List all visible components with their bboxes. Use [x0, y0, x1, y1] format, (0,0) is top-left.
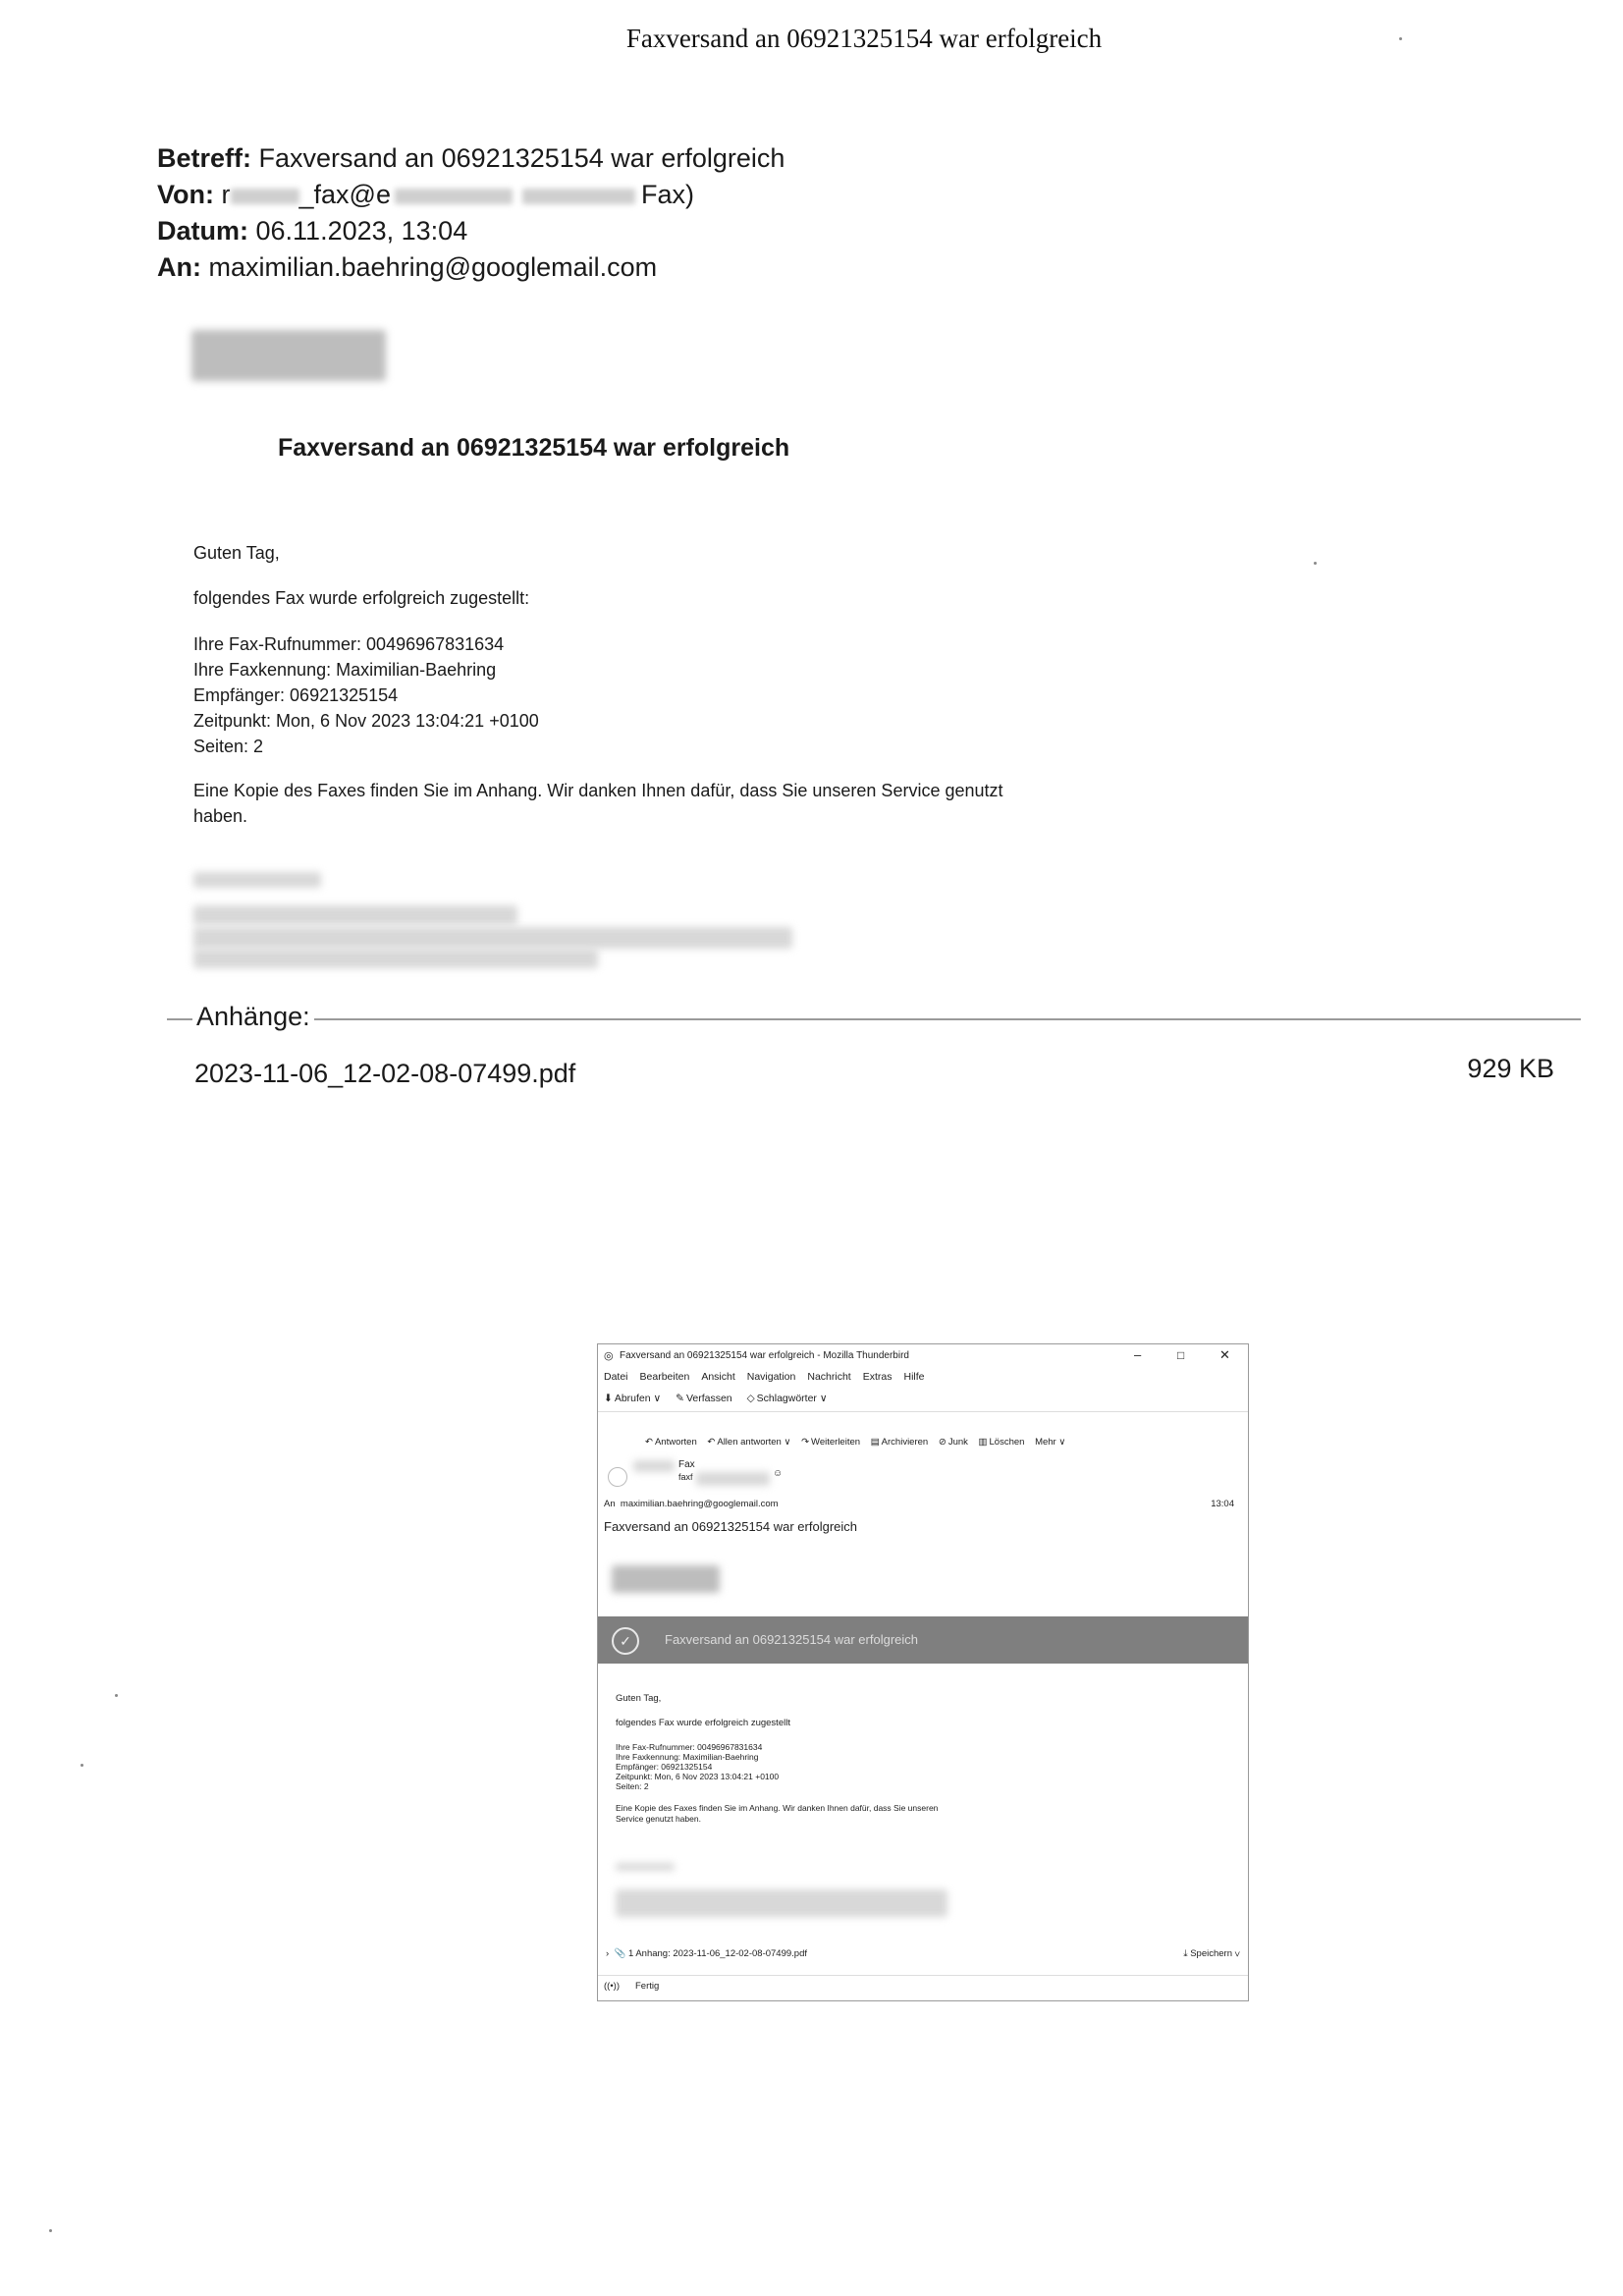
minimize-icon[interactable]: – — [1134, 1347, 1142, 1362]
date-line — [157, 213, 467, 249]
reply-all-button[interactable]: ↶ Allen antworten ∨ — [707, 1437, 791, 1448]
to-row — [604, 1499, 779, 1509]
sender-address: faxf — [678, 1472, 693, 1482]
to-label: An — [604, 1499, 616, 1509]
detail-fax-number: Ihre Fax-Rufnummer: 00496967831634 — [616, 1742, 763, 1752]
menu-nachricht[interactable]: Nachricht — [807, 1371, 851, 1383]
message-actions — [645, 1433, 1248, 1454]
get-mail-button[interactable]: ⬇ Abrufen ∨ — [604, 1393, 662, 1404]
menu-navigation[interactable]: Navigation — [746, 1371, 796, 1383]
mail-intro: folgendes Fax wurde erfolgreich zugestellt: — [193, 588, 530, 608]
redaction — [231, 189, 299, 204]
forward-icon: ↷ — [801, 1437, 810, 1448]
scan-speck — [81, 1764, 83, 1767]
delete-button[interactable]: ▥ Löschen — [978, 1437, 1025, 1448]
tags-button[interactable]: ◇ Schlagwörter ∨ — [746, 1393, 828, 1404]
scan-speck — [49, 2229, 52, 2232]
close-icon[interactable]: ✕ — [1219, 1347, 1230, 1362]
tag-icon: ◇ — [746, 1393, 755, 1404]
scan-speck — [1399, 37, 1402, 40]
mail-greeting: Guten Tag, — [193, 543, 280, 563]
sender-avatar — [608, 1467, 627, 1487]
mail-title: Faxversand an 06921325154 war erfolgreich — [278, 434, 790, 462]
signature-blurred — [193, 905, 517, 925]
redaction — [522, 189, 635, 204]
detail-pages: Seiten: 2 — [193, 737, 264, 756]
contact-icon[interactable]: ☺ — [773, 1468, 784, 1479]
maximize-icon[interactable]: □ — [1177, 1348, 1185, 1362]
detail-fax-number: Ihre Fax-Rufnummer: 00496967831634 — [193, 634, 505, 654]
reply-all-icon: ↶ — [707, 1437, 716, 1448]
closing-line-1: Eine Kopie des Faxes finden Sie im Anhang. Wir danken Ihnen dafür, dass Sie unseren — [616, 1803, 939, 1813]
redaction — [395, 189, 513, 204]
activity-icon: ((•)) — [604, 1981, 620, 1992]
signature-blurred — [193, 949, 598, 968]
banner-text: Faxversand an 06921325154 war erfolgreich — [665, 1632, 919, 1647]
attachments-label: Anhänge: — [192, 1002, 314, 1032]
detail-recipient: Empfänger: 06921325154 — [193, 685, 399, 705]
message-time: 13:04 — [1211, 1499, 1234, 1509]
status-bar — [598, 1975, 1248, 1997]
detail-fax-id: Ihre Faxkennung: Maximilian-Baehring — [193, 660, 497, 680]
to-label: An: — [157, 252, 201, 282]
detail-fax-id: Ihre Faxkennung: Maximilian-Baehring — [616, 1752, 759, 1762]
scan-speck — [115, 1694, 118, 1697]
signature-blurred — [193, 872, 321, 888]
signature-blurred — [193, 927, 792, 949]
save-attachment-button[interactable]: ⤓ Speichern ∨ — [1183, 1948, 1240, 1959]
screenshot-mail-body — [616, 1693, 938, 1825]
intro: folgendes Fax wurde erfolgreich zugestellt — [616, 1718, 790, 1728]
thunderbird-screenshot — [597, 1343, 1249, 2001]
closing-line-2: haben. — [193, 806, 248, 826]
date-value: 06.11.2023, 13:04 — [255, 216, 468, 246]
to-line — [157, 249, 657, 286]
from-label: Von: — [157, 180, 214, 209]
sender-logo-blurred — [191, 330, 386, 381]
menu-hilfe[interactable]: Hilfe — [903, 1371, 925, 1383]
more-button[interactable]: Mehr ∨ — [1035, 1437, 1066, 1448]
subject-label: Betreff: — [157, 143, 252, 173]
attachments-divider — [167, 1018, 1581, 1020]
signature-blurred — [616, 1863, 675, 1871]
menu-extras[interactable]: Extras — [862, 1371, 893, 1383]
menu-ansicht[interactable]: Ansicht — [701, 1371, 735, 1383]
detail-timestamp: Zeitpunkt: Mon, 6 Nov 2023 13:04:21 +0100 — [193, 711, 539, 731]
subject-value: Faxversand an 06921325154 war erfolgreich — [258, 143, 785, 173]
signature-blurred — [616, 1889, 947, 1917]
reply-button[interactable]: ↶ Antworten — [645, 1437, 697, 1448]
sender-name: Fax — [678, 1459, 695, 1470]
attachment-size: 929 KB — [1467, 1054, 1554, 1083]
pencil-icon: ✎ — [676, 1393, 684, 1404]
junk-icon: ⊘ — [938, 1437, 947, 1448]
from-value-part3: Fax) — [640, 180, 694, 209]
menu-datei[interactable]: Datei — [604, 1371, 628, 1383]
mail-details — [193, 631, 539, 759]
write-button[interactable]: ✎ Verfassen — [676, 1393, 732, 1404]
closing-line-1: Eine Kopie des Faxes finden Sie im Anhang. Wir danken Ihnen dafür, dass Sie unseren Service genutzt — [193, 781, 1003, 800]
paperclip-icon: 📎 — [614, 1948, 626, 1959]
redaction — [696, 1472, 770, 1486]
greeting: Guten Tag, — [616, 1693, 662, 1704]
scan-speck — [1314, 562, 1317, 565]
date-label: Datum: — [157, 216, 248, 246]
from-line — [157, 177, 694, 213]
trash-icon: ▥ — [978, 1437, 988, 1448]
from-value-part2: _fax@e — [298, 180, 391, 209]
page-title: Faxversand an 06921325154 war erfolgreich — [625, 24, 1103, 53]
reply-icon: ↶ — [645, 1437, 653, 1448]
junk-button[interactable]: ⊘ Junk — [938, 1437, 968, 1448]
subject-line — [157, 140, 784, 177]
to-value: maximilian.baehring@googlemail.com — [208, 252, 658, 282]
attachment-row[interactable] — [606, 1948, 807, 1959]
mail-closing — [193, 778, 1003, 829]
download-icon: ⤓ — [1183, 1948, 1188, 1959]
status-text: Fertig — [635, 1981, 660, 1992]
expand-chevron-icon[interactable]: › — [606, 1948, 610, 1959]
archive-icon: ▤ — [870, 1437, 880, 1448]
closing-line-2: Service genutzt haben. — [616, 1814, 701, 1824]
forward-button[interactable]: ↷ Weiterleiten — [801, 1437, 861, 1448]
main-toolbar — [598, 1388, 1248, 1412]
detail-timestamp: Zeitpunkt: Mon, 6 Nov 2023 13:04:21 +0100 — [616, 1772, 780, 1781]
from-value-part1: r — [221, 180, 231, 209]
attachment-info[interactable]: 1 Anhang: 2023-11-06_12-02-08-07499.pdf — [627, 1948, 807, 1959]
checkmark-icon: ✓ — [612, 1627, 639, 1655]
detail-recipient: Empfänger: 06921325154 — [616, 1762, 713, 1772]
window-title: Faxversand an 06921325154 war erfolgreich - Mozilla Thunderbird — [620, 1350, 909, 1361]
download-icon: ⬇ — [604, 1393, 613, 1404]
menu-bearbeiten[interactable]: Bearbeiten — [639, 1371, 690, 1383]
menubar — [598, 1368, 1248, 1388]
to-address[interactable]: maximilian.baehring@googlemail.com — [620, 1499, 779, 1509]
window-titlebar — [598, 1344, 1248, 1368]
success-banner — [598, 1616, 1248, 1664]
detail-pages: Seiten: 2 — [616, 1781, 649, 1791]
sender-logo-blurred — [612, 1565, 720, 1593]
thunderbird-icon: ◎ — [604, 1350, 614, 1362]
redaction — [633, 1460, 675, 1472]
message-subject: Faxversand an 06921325154 war erfolgreich — [604, 1519, 858, 1534]
attachment-filename[interactable]: 2023-11-06_12-02-08-07499.pdf — [194, 1059, 576, 1088]
archive-button[interactable]: ▤ Archivieren — [870, 1437, 929, 1448]
